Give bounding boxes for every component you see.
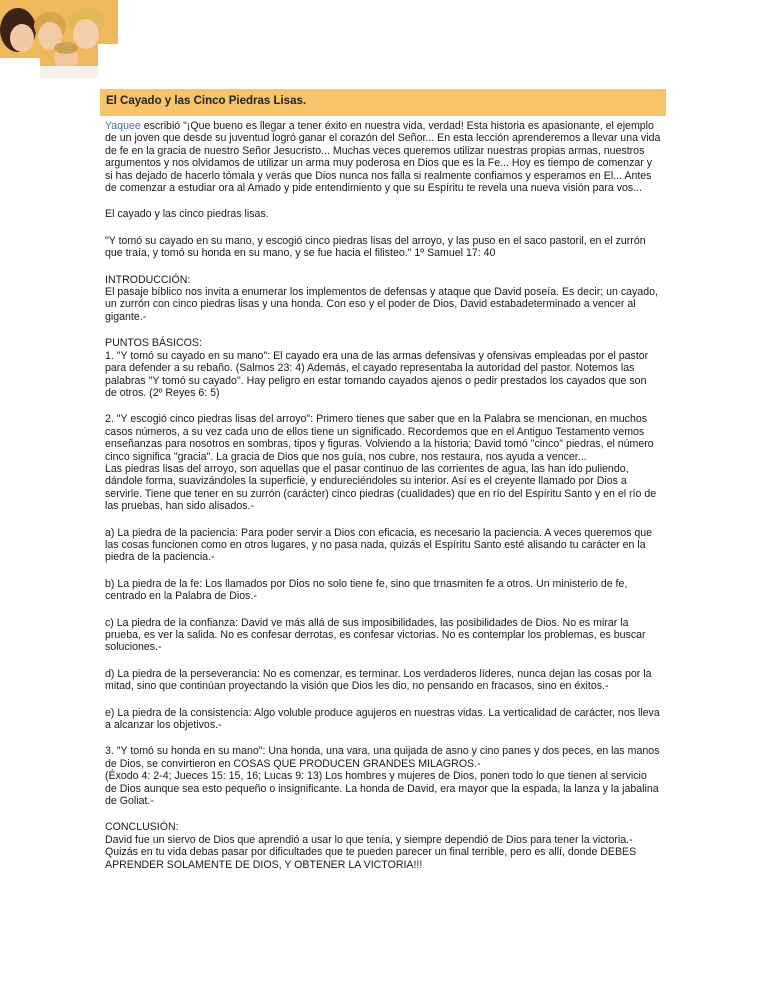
piedra-consistencia: e) La piedra de la consistencia: Algo voluble produce agujeros en nuestras vidas. La verticalidad de carácter, nos lleva a alcanzar los objetivos.-: [105, 706, 660, 732]
piedra-paciencia: a) La piedra de la paciencia: Para poder servir a Dios con eficacia, es necesario la paciencia. A veces queremos que las cosas funcionen como en otros lugares, y no pasa nada, quizás el Espíritu Santo esté alisando tu carácter en la piedra de la paciencia.-: [105, 526, 653, 564]
piedra-perseverancia: d) La piedra de la perseverancia: No es comenzar, es terminar. Los verdaderos líderes, nunca dejan las cosas por la mitad, sino que continúan proyectando la visión que Dios les dio, no pensando en fracasos, sino en éxitos.-: [105, 667, 652, 693]
subtitle: El cayado y las cinco piedras lisas.: [105, 208, 269, 221]
punto-2: [105, 413, 661, 512]
group-photo-illustration: [0, 0, 118, 78]
introduccion-text: El pasaje bíblico nos invita a enumerar los implementos de defensas y ataque que David poseía. Es decir; un cayado, un zurrón con cinco piedras lisas y una honda. Con eso y el poder de Dios, David estabadeterminado a vencer al gigante.-: [105, 286, 658, 323]
punto-3-part-b: (Éxodo 4: 2-4; Jueces 15: 15, 16; Lucas 9: 13) Los hombres y mujeres de Dios, ponen todo lo que tienen al servicio de Dios aunque sea esto pequeño o insignificante. La honda de David, era mayor que la espada, la lanza y la jabalina de Goliat.-: [105, 770, 659, 808]
puntos-section: [105, 337, 661, 399]
piedra-confianza: c) La piedra de la confianza: David ve más allá de sus imposibilidades, las posibilidades de Dios. No es mirar la prueba, es ver la salida. No es confesar derrotas, es confesar victorias. No es contemplar los problemas, es buscar soluciones.-: [105, 616, 646, 654]
punto-1: 1. "Y tomó su cayado en su mano": El cayado era una de las armas defensivas y ofensivas empleadas por el pastor para defender a su rebaño. (Salmos 23: 4) Además, el cayado representaba la autoridad del pastor. Notemos las palabras "Y tomó su cayado". Hay peligro en estar tomando cayados ajenos o pedir prestados los cayados que son de otros. (2º Reyes 6: 5): [105, 349, 649, 399]
punto-3: [105, 745, 661, 807]
piedra-fe: b) La piedra de la fe: Los llamados por Dios no solo tiene fe, sino que trnasmiten fe a otros. Un ministerio de fe, centrado en la Palabra de Dios.-: [105, 577, 628, 603]
punto-3-part-a: 3. "Y tomó su honda en su mano": Una honda, una vara, una quijada de asno y cino panes y dos peces, en las manos de Dios, se convirtieron en COSAS QUE PRODUCEN GRANDES MILAGROS.-: [105, 745, 660, 770]
punto-2-part-b: Las piedras lisas del arroyo, son aquellas que el pasar continuo de las corrientes de agua, las han ido puliendo, dándole forma, suavizándoles la superficie, y endureciéndoles su interior. Así es el creyente llamado por Dios a servirle. Tiene que tener en su zurrón (carácter) cinco piedras (cualidades) que en río del Espíritu Santo y en el río de las pruebas, han sido alisados.-: [105, 462, 657, 513]
conclusion-text: David fue un siervo de Dios que aprendió a usar lo que tenía, y siempre dependió de Dios para tener la victoria.- Quizás en tu vida debas pasar por dificultades que te pueden parecer un final terrible, pero es allí, donde DEBES APRENDER SOLAMENTE DE DIOS, Y OBTENER LA VICTORIA!!!: [105, 833, 637, 871]
conclusion-heading: CONCLUSIÓN:: [105, 821, 179, 834]
conclusion-section: [105, 821, 661, 871]
article-body: [105, 120, 661, 885]
introduccion-heading: INTRODUCCIÓN:: [105, 273, 191, 286]
intro-text: escribió "¡Que bueno es llegar a tener éxito en nuestra vida, verdad! Esta historia es apasionante, el ejemplo de un joven que desde su juventud logró ganar el corazón del Señor... En esta lección aprenderemos a llevar una vida de fe en la gracia de nuestro Señor Jesucristo... Muchas veces queremos utilizar nuestras propias armas, nuestros argumentos y nos olvidamos de utilizar un arma muy poderosa en Dios que es la Fe... Hoy es tiempo de comenzar y si has dejado de hacerlo tómala y verás que Dios nunca nos falla si realmente confiamos y esperamos en El... Antes de comenzar a estudiar ora al Amado y pide entendimiento y que su Espíritu te revela una nueva visión para vos...: [105, 120, 661, 195]
intro-paragraph: [105, 120, 661, 194]
introduccion-section: [105, 274, 661, 324]
punto-2-part-a: 2. "Y escogió cinco piedras lisas del arroyo": Primero tienes que saber que en la Palabra se mencionan, en muchos casos números, a su vez cada uno de ellos tiene un significado. Recordemos que en el Antiguo Testamento vemos enseñanzas para nosotros en sombras, tipos y figuras. Volviendo a la historia; David tomó "cinco" piedras, el número cinco significa "gracia". La gracia de Dios que nos guía, nos cubre, nos restaura, nos ayuda a vencer...: [105, 413, 654, 463]
article-title: [100, 89, 666, 116]
author-link[interactable]: Yaquee: [105, 120, 141, 132]
puntos-heading: PUNTOS BÁSICOS:: [105, 337, 202, 350]
article-title-text: El Cayado y las Cinco Piedras Lisas.: [106, 95, 307, 107]
verse: "Y tomó su cayado en su mano, y escogió cinco piedras lisas del arroyo, y las puso en el saco pastoril, en el zurrón que traía, y tomó su honda en su mano, y se fue hacia el filisteo." 1º Samuel 17: 40: [105, 234, 646, 260]
header-photo: [0, 0, 118, 78]
